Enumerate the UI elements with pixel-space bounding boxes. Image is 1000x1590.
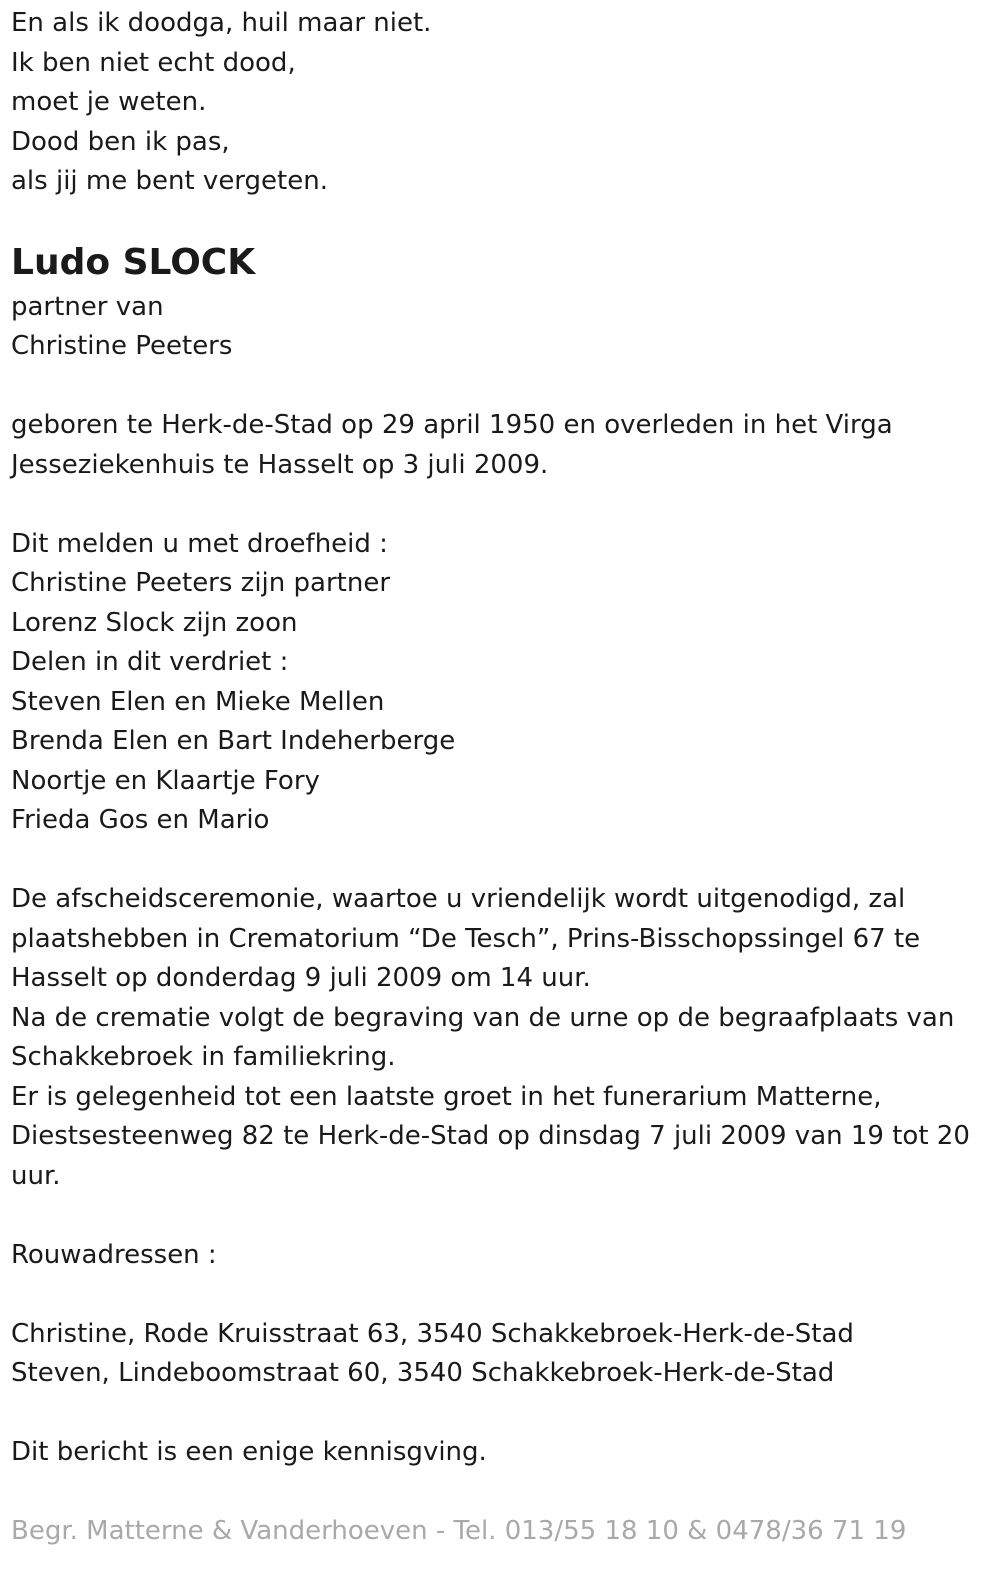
spacer bbox=[11, 485, 991, 525]
ceremony-line: Er is gelegenheid tot een laatste groet in het funerarium Matterne, bbox=[11, 1081, 882, 1112]
addresses-label: Rouwadressen : bbox=[11, 1239, 217, 1270]
ceremony-paragraph bbox=[11, 880, 991, 1196]
ceremony-line: Diestsesteenweg 82 te Herk-de-Stad op dinsdag 7 juli 2009 van 19 tot 20 bbox=[11, 1121, 970, 1151]
spacer bbox=[11, 1275, 991, 1315]
spacer bbox=[11, 841, 991, 881]
poem-line: En als ik doodga, huil maar niet. bbox=[11, 8, 432, 38]
mourner-line: Delen in dit verdriet : bbox=[11, 647, 289, 677]
spacer bbox=[11, 1196, 991, 1236]
closing-line: Dit bericht is een enige kennisgving. bbox=[11, 1437, 487, 1467]
ceremony-line: uur. bbox=[11, 1160, 61, 1191]
ceremony-line: plaatshebben in Crematorium “De Tesch”, Prins-Bisschopssingel 67 te bbox=[11, 923, 921, 954]
relation-line: Christine Peeters bbox=[11, 331, 233, 361]
mourner-line: Frieda Gos en Mario bbox=[11, 805, 270, 835]
mourner-line: Brenda Elen en Bart Indeherberge bbox=[11, 726, 456, 756]
mourners-list bbox=[11, 525, 991, 841]
spacer bbox=[11, 1394, 991, 1434]
deceased-name: Ludo SLOCK bbox=[11, 241, 256, 283]
ceremony-line: Na de crematie volgt de begraving van de urne op de begraafplaats van bbox=[11, 1002, 955, 1033]
address-line: Steven, Lindeboomstraat 60, 3540 Schakkebroek-Herk-de-Stad bbox=[11, 1358, 835, 1388]
poem-line: als jij me bent vergeten. bbox=[11, 166, 328, 196]
address-line: Christine, Rode Kruisstraat 63, 3540 Schakkebroek-Herk-de-Stad bbox=[11, 1318, 854, 1349]
mourner-line: Noortje en Klaartje Fory bbox=[11, 765, 320, 796]
relation-line: partner van bbox=[11, 291, 164, 322]
poem-line: Dood ben ik pas, bbox=[11, 126, 230, 157]
poem-line: Ik ben niet echt dood, bbox=[11, 47, 296, 78]
obituary-notice bbox=[11, 4, 991, 1552]
ceremony-line: De afscheidsceremonie, waartoe u vriendelijk wordt uitgenodigd, zal bbox=[11, 884, 906, 914]
birth-death-paragraph bbox=[11, 406, 991, 485]
poem bbox=[11, 4, 991, 202]
mourner-line: Steven Elen en Mieke Mellen bbox=[11, 686, 385, 717]
ceremony-line: Hasselt op donderdag 9 juli 2009 om 14 uur. bbox=[11, 963, 591, 993]
mourner-line: Lorenz Slock zijn zoon bbox=[11, 607, 298, 638]
ceremony-line: Schakkebroek in familiekring. bbox=[11, 1042, 396, 1072]
addresses-list bbox=[11, 1315, 991, 1394]
mourner-line: Dit melden u met droefheid : bbox=[11, 528, 388, 559]
mourner-line: Christine Peeters zijn partner bbox=[11, 568, 391, 598]
spacer bbox=[11, 367, 991, 407]
birth-death-line: geboren te Herk-de-Stad op 29 april 1950 en overleden in het Virga bbox=[11, 410, 893, 440]
funeral-home-footer: Begr. Matterne & Vanderhoeven - Tel. 013/55 18 10 & 0478/36 71 19 bbox=[11, 1516, 907, 1546]
poem-line: moet je weten. bbox=[11, 87, 207, 117]
birth-death-line: Jesseziekenhuis te Hasselt op 3 juli 2009. bbox=[11, 449, 549, 480]
